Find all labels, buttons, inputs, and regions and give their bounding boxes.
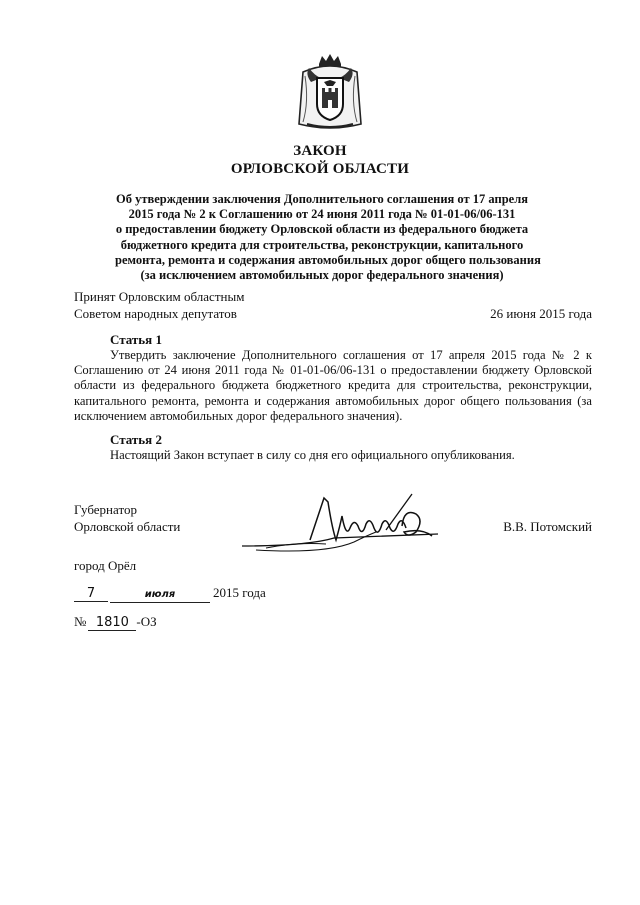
article-line: области из федерального бюджета бюджетного кредита для строительства, реконструкции, [74, 378, 592, 393]
law-subject-line: бюджетного кредита для строительства, реконструкции, капитального [120, 237, 524, 252]
document-type-title: ЗАКОН [293, 143, 347, 159]
article-1 [74, 332, 592, 424]
article-heading: Статья 1 [110, 332, 162, 347]
law-number-suffix: -ОЗ [136, 614, 157, 629]
adoption-line: Советом народных депутатов [74, 305, 237, 321]
signing-date [74, 585, 266, 603]
law-subject-line: Об утверждении заключения Дополнительного соглашения от 17 апреля [116, 192, 528, 206]
adoption-date: 26 июня 2015 года [490, 306, 592, 321]
adoption-line: Принят Орловским областным [74, 289, 245, 304]
signing-year: 2015 года [213, 585, 266, 600]
article-heading: Статья 2 [110, 432, 162, 447]
article-line: Настоящий Закон вступает в силу со дня его официального опубликования. [110, 448, 515, 462]
handwritten-signature-icon [236, 488, 444, 572]
article-line: Соглашению от 24 июня 2011 года № 01-01-06/06-131 о предоставлении бюджету Орловской [74, 363, 592, 378]
signer-role [74, 502, 180, 535]
article-line: исключением автомобильных дорог федерального значения). [74, 408, 403, 423]
signing-city: город Орёл [74, 558, 137, 573]
signer-role-line: Губернатор [74, 502, 137, 517]
signer-role-line: Орловской области [74, 518, 181, 534]
article-line: Утвердить заключение Дополнительного соглашения от 17 апреля 2015 года № 2 к [110, 348, 592, 362]
article-body [74, 348, 592, 424]
signer-name: В.В. Потомский [503, 519, 592, 534]
article-body [74, 448, 592, 463]
law-number-prefix: № [74, 614, 87, 629]
law-number-value: 1810 [88, 616, 136, 631]
law-subject-line: (за исключением автомобильных дорог федерального значения) [140, 268, 504, 283]
signing-month: июля [110, 588, 210, 603]
article-line: капитального ремонта, ремонта и содержания автомобильных дорог общего пользования (за [74, 393, 592, 408]
law-subject-line: о предоставлении бюджету Орловской области из федерального бюджета [115, 222, 529, 237]
adoption-body [74, 289, 244, 322]
coat-of-arms-icon [297, 52, 363, 132]
law-subject-line: ремонта, ремонта и содержания автомобильных дорог общего пользования [115, 252, 541, 267]
signing-day: 7 [74, 587, 108, 602]
article-2 [74, 432, 592, 463]
region-title: ОРЛОВСКОЙ ОБЛАСТИ [230, 161, 410, 177]
law-number [74, 614, 157, 631]
law-subject-heading [115, 192, 541, 283]
law-subject-line: 2015 года № 2 к Соглашению от 24 июня 2011 года № 01-01-06/06-131 [128, 207, 516, 222]
